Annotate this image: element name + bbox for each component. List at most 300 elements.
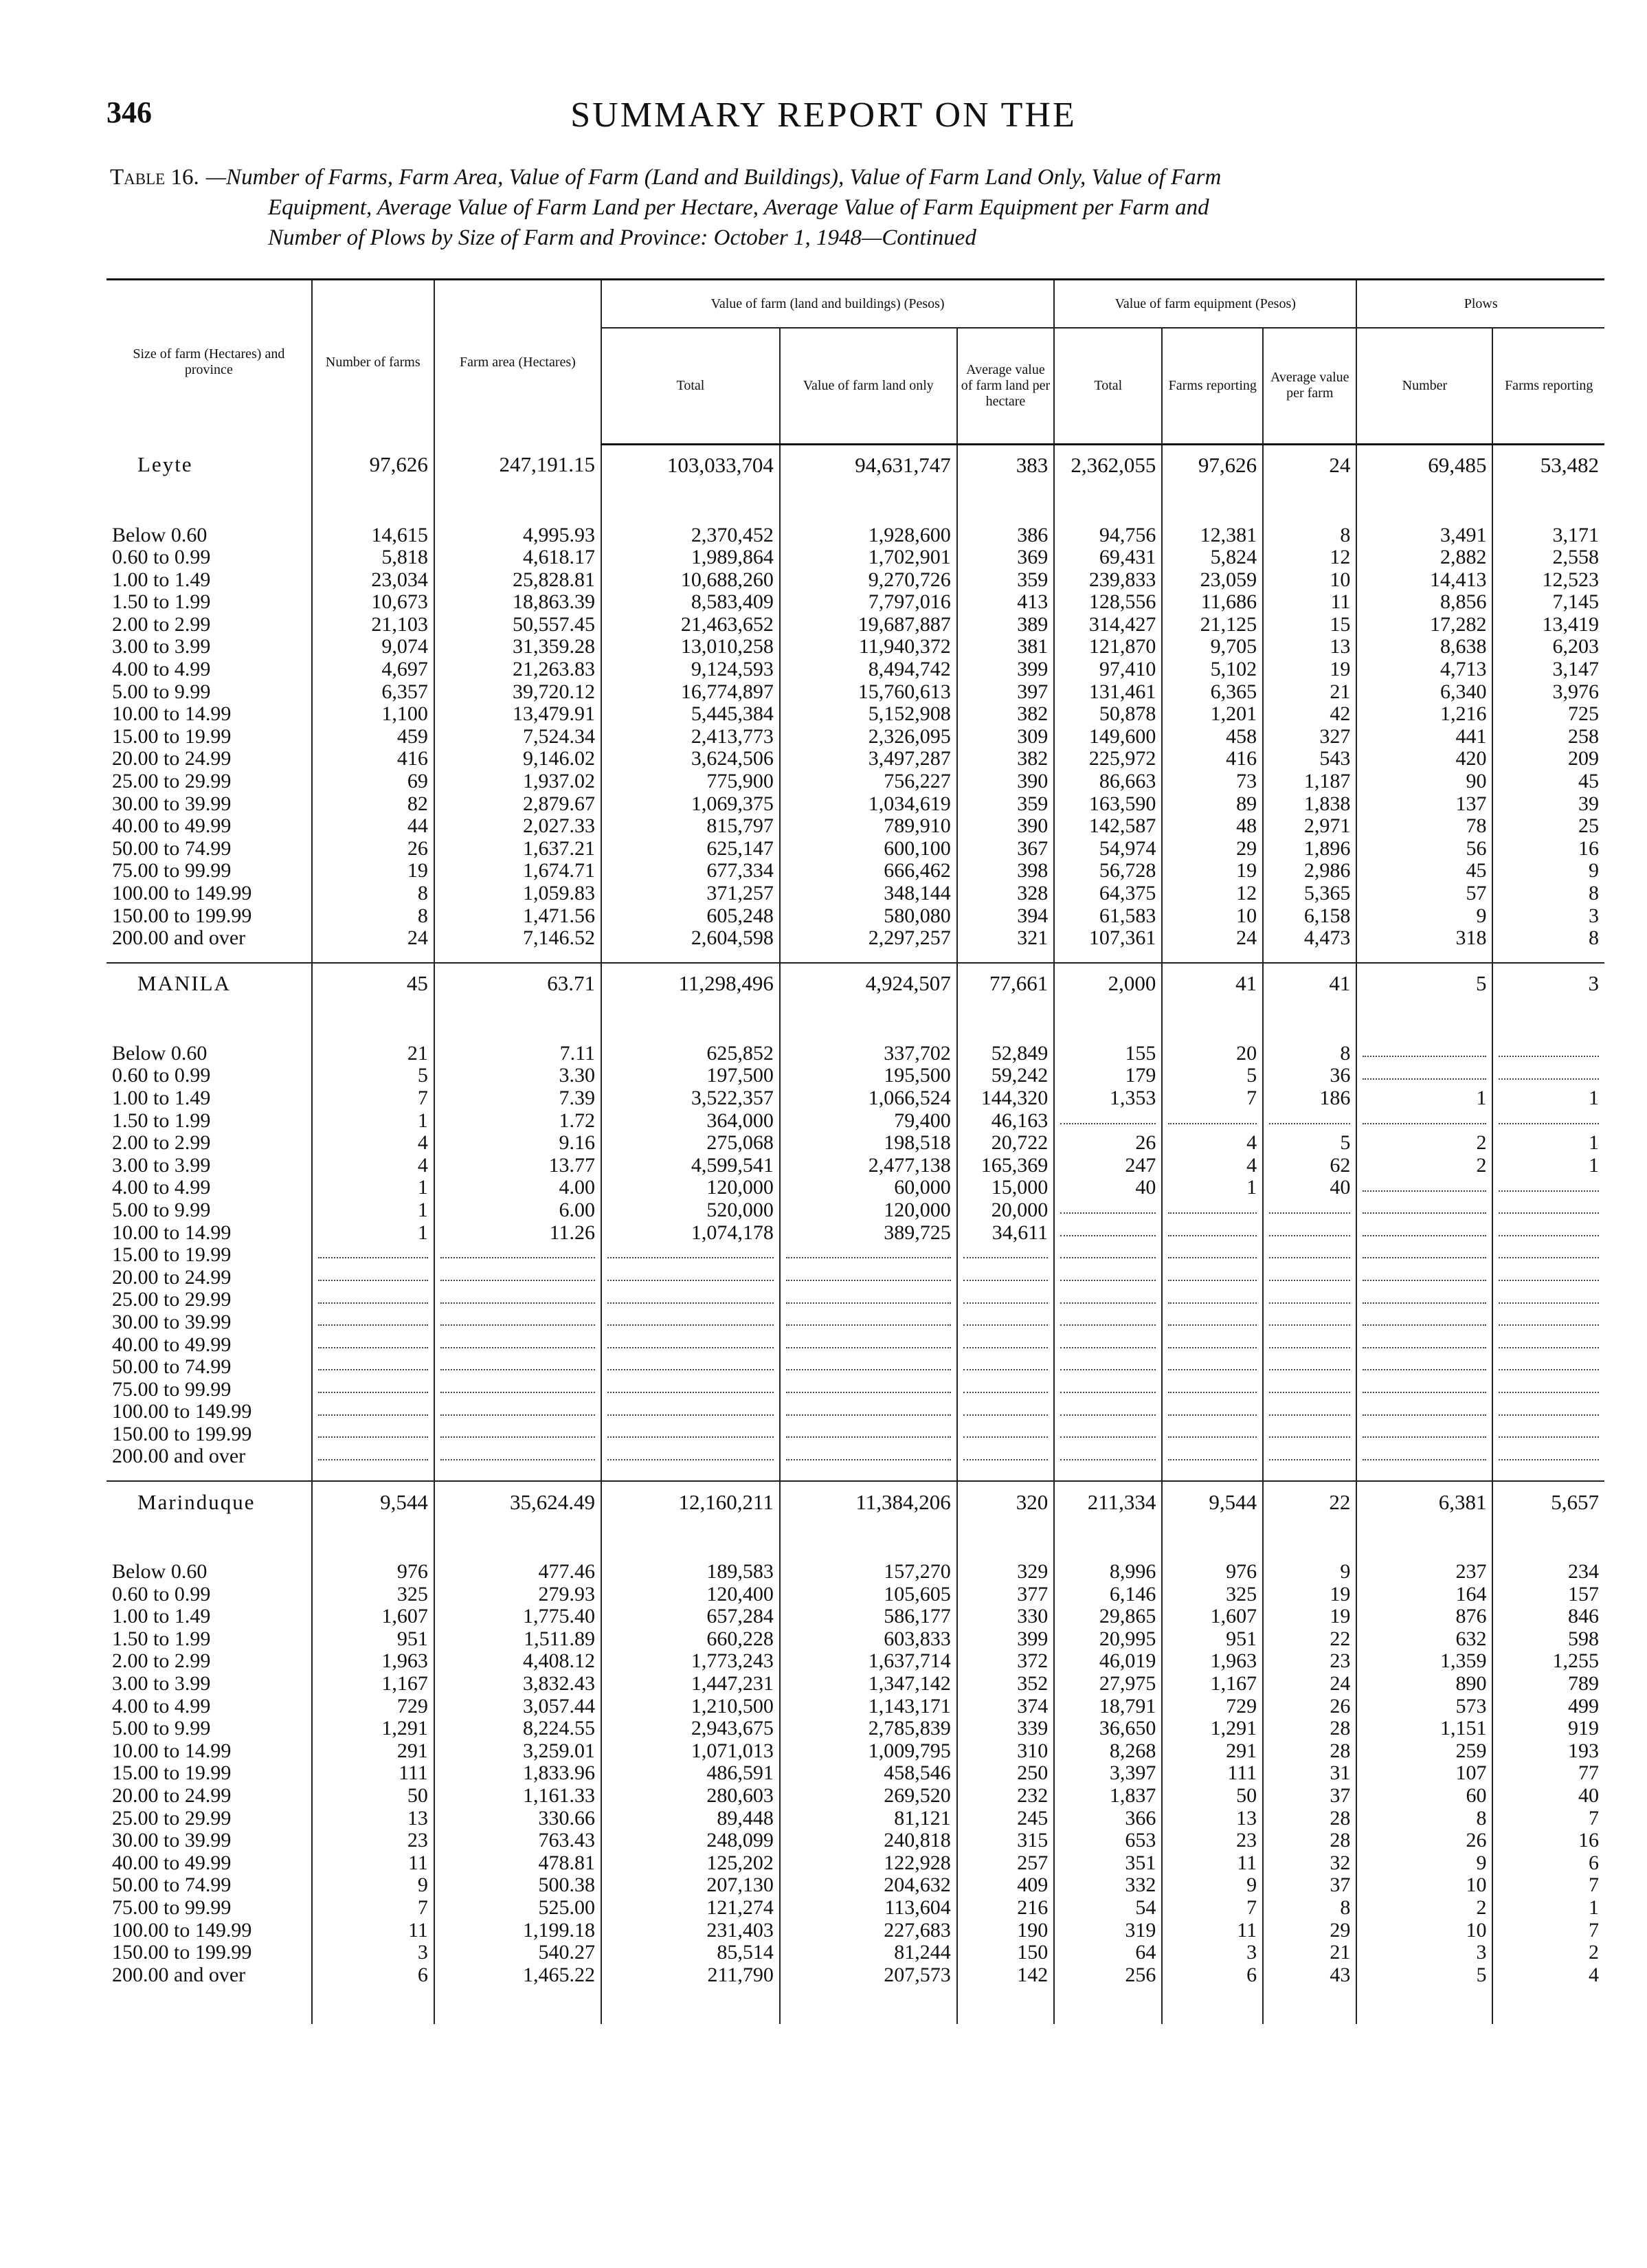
empty-leader: [1499, 1454, 1599, 1460]
total-cell: 45: [312, 963, 434, 1005]
data-cell: [1356, 1311, 1492, 1334]
data-cell: 193: [1492, 1740, 1604, 1763]
data-cell: 386: [957, 524, 1054, 547]
data-cell: 389,725: [780, 1222, 957, 1245]
data-cell: 190: [957, 1920, 1054, 1942]
table-row: [107, 1087, 1604, 1110]
data-cell: 7: [312, 1087, 434, 1110]
data-cell: [1054, 1222, 1162, 1245]
data-cell: [1492, 1334, 1604, 1357]
table-row: [107, 1199, 1604, 1222]
data-cell: 6: [1162, 1964, 1263, 1987]
data-cell: 81,244: [780, 1942, 957, 1964]
data-cell: 121,870: [1054, 636, 1162, 658]
spacer-row: [107, 1523, 1604, 1561]
empty-leader: [1168, 1386, 1257, 1393]
data-cell: 32: [1263, 1852, 1356, 1875]
total-cell: 9,544: [1162, 1481, 1263, 1523]
data-cell: [1356, 1110, 1492, 1133]
data-cell: 142: [957, 1964, 1054, 1987]
size-class-label: 20.00 to 24.99: [112, 1784, 232, 1807]
data-cell: 4: [1492, 1964, 1604, 1987]
data-cell: [1356, 1222, 1492, 1245]
table-row: [107, 748, 1604, 770]
data-cell: 7: [1492, 1874, 1604, 1897]
table-row: [107, 1785, 1604, 1808]
data-cell: 232: [957, 1785, 1054, 1808]
size-class-label: 1.50 to 1.99: [112, 1109, 211, 1132]
data-cell: 7: [1492, 1808, 1604, 1830]
size-class-label: 2.00 to 2.99: [112, 612, 211, 636]
empty-leader: [786, 1364, 951, 1370]
spacer-cell: [1162, 487, 1263, 524]
section-end-row: [107, 1468, 1604, 1481]
empty-leader: [1168, 1409, 1257, 1416]
data-cell: [1356, 1334, 1492, 1357]
data-cell: 29: [1162, 838, 1263, 860]
data-cell: 5,818: [312, 546, 434, 569]
spacer-cell: [1054, 1005, 1162, 1043]
header-equipment-farms: Farms reporting: [1162, 328, 1263, 444]
size-class-label: 1.00 to 1.49: [112, 1086, 211, 1109]
data-cell: 31,359.28: [434, 636, 601, 658]
empty-leader: [1168, 1319, 1257, 1326]
data-cell: [312, 1423, 434, 1446]
data-cell: 603,833: [780, 1628, 957, 1651]
table-row: [107, 770, 1604, 793]
empty-leader: [1168, 1118, 1257, 1124]
table-row: [107, 1717, 1604, 1740]
data-cell: 16: [1492, 838, 1604, 860]
data-cell: [1162, 1110, 1263, 1133]
data-cell: [1054, 1244, 1162, 1267]
data-cell: 677,334: [601, 860, 780, 882]
data-cell: [312, 1267, 434, 1289]
data-cell: [434, 1445, 601, 1468]
spacer-cell: [601, 1005, 780, 1043]
size-class-label: 15.00 to 19.99: [112, 1761, 232, 1785]
spacer-cell: [601, 487, 780, 524]
data-cell: 1,151: [1356, 1717, 1492, 1740]
table-row: [107, 1897, 1604, 1920]
data-cell: 89: [1162, 793, 1263, 816]
data-cell: 1,607: [1162, 1605, 1263, 1628]
empty-leader: [963, 1297, 1048, 1304]
empty-leader: [1363, 1454, 1486, 1460]
data-cell: 332: [1054, 1874, 1162, 1897]
data-cell: 11: [312, 1920, 434, 1942]
header-plows-farms: Farms reporting: [1492, 328, 1604, 444]
empty-leader: [440, 1454, 595, 1460]
data-cell: 231,403: [601, 1920, 780, 1942]
province-total-row: [107, 963, 1604, 1005]
data-cell: 5: [1263, 1132, 1356, 1155]
data-cell: [1356, 1177, 1492, 1199]
data-cell: [1356, 1356, 1492, 1379]
empty-leader: [1060, 1454, 1156, 1460]
data-cell: 459: [312, 726, 434, 748]
data-cell: [601, 1445, 780, 1468]
section-end-cell: [1492, 1468, 1604, 1481]
data-cell: 19: [1263, 1605, 1356, 1628]
data-cell: 85,514: [601, 1942, 780, 1964]
total-cell: 320: [957, 1481, 1054, 1523]
spacer-cell: [312, 1523, 434, 1561]
data-cell: 257: [957, 1852, 1054, 1875]
empty-leader: [1269, 1431, 1350, 1438]
data-cell: 9,074: [312, 636, 434, 658]
size-class-label: 10.00 to 14.99: [112, 1221, 232, 1244]
data-cell: 625,852: [601, 1043, 780, 1065]
data-cell: 14,615: [312, 524, 434, 547]
data-cell: [1356, 1065, 1492, 1087]
data-cell: 121,274: [601, 1897, 780, 1920]
data-cell: 325: [1162, 1583, 1263, 1606]
data-cell: 632: [1356, 1628, 1492, 1651]
data-cell: 890: [1356, 1673, 1492, 1696]
data-cell: 23: [312, 1830, 434, 1852]
data-cell: 46,019: [1054, 1650, 1162, 1673]
size-class-label: 200.00 and over: [112, 926, 246, 950]
total-cell: 5: [1356, 963, 1492, 1005]
table-row: [107, 838, 1604, 860]
data-cell: [312, 1244, 434, 1267]
data-cell: [312, 1379, 434, 1401]
data-cell: 580,080: [780, 905, 957, 928]
section-end-cell: [1263, 1986, 1356, 2024]
table-row: [107, 591, 1604, 614]
table-row: [107, 636, 1604, 658]
data-cell: 394: [957, 905, 1054, 928]
data-cell: [1162, 1222, 1263, 1245]
data-cell: 543: [1263, 748, 1356, 770]
table-row: [107, 1605, 1604, 1628]
data-cell: 9: [1162, 1874, 1263, 1897]
data-cell: 1: [1356, 1087, 1492, 1110]
empty-leader: [1499, 1386, 1599, 1393]
data-cell: 3: [1492, 905, 1604, 928]
empty-leader: [1269, 1207, 1350, 1214]
empty-leader: [1269, 1319, 1350, 1326]
data-cell: 19: [1263, 1583, 1356, 1606]
data-cell: 13,479.91: [434, 703, 601, 726]
data-cell: 441: [1356, 726, 1492, 748]
data-cell: 1,187: [1263, 770, 1356, 793]
data-cell: 2: [1356, 1132, 1492, 1155]
data-cell: 1,291: [312, 1717, 434, 1740]
spacer-row: [107, 1005, 1604, 1043]
data-cell: 1: [312, 1177, 434, 1199]
data-cell: 234: [1492, 1561, 1604, 1583]
data-cell: [1492, 1311, 1604, 1334]
data-cell: 23: [1162, 1830, 1263, 1852]
data-cell: 377: [957, 1583, 1054, 1606]
empty-leader: [607, 1409, 774, 1416]
data-cell: 339: [957, 1717, 1054, 1740]
data-cell: 951: [312, 1628, 434, 1651]
data-cell: 250: [957, 1762, 1054, 1785]
data-cell: 7: [1162, 1897, 1263, 1920]
data-cell: 179: [1054, 1065, 1162, 1087]
data-cell: [1492, 1356, 1604, 1379]
total-cell: 9,544: [312, 1481, 434, 1523]
data-cell: 330.66: [434, 1808, 601, 1830]
data-cell: 20,000: [957, 1199, 1054, 1222]
data-cell: 280,603: [601, 1785, 780, 1808]
empty-leader: [440, 1297, 595, 1304]
data-cell: [1054, 1356, 1162, 1379]
spacer-cell: [107, 487, 312, 524]
data-cell: [1263, 1199, 1356, 1222]
data-cell: 657,284: [601, 1605, 780, 1628]
data-cell: 2,882: [1356, 546, 1492, 569]
data-cell: 5,152,908: [780, 703, 957, 726]
total-cell: 383: [957, 444, 1054, 487]
data-cell: [957, 1334, 1054, 1357]
data-cell: 111: [312, 1762, 434, 1785]
data-cell: [1263, 1379, 1356, 1401]
data-cell: 24: [1263, 1673, 1356, 1696]
data-cell: 1,201: [1162, 703, 1263, 726]
data-cell: [1054, 1267, 1162, 1289]
empty-leader: [1060, 1431, 1156, 1438]
empty-leader: [1363, 1252, 1486, 1258]
header-value-land: Value of farm land only: [780, 328, 957, 444]
data-cell: 1,069,375: [601, 793, 780, 816]
section-end-cell: [780, 1986, 957, 2024]
total-cell: 24: [1263, 444, 1356, 487]
table-row: [107, 1561, 1604, 1583]
spacer-cell: [957, 487, 1054, 524]
data-cell: 240,818: [780, 1830, 957, 1852]
data-cell: 16: [1492, 1830, 1604, 1852]
data-cell: 6.00: [434, 1199, 601, 1222]
data-cell: [1054, 1334, 1162, 1357]
data-cell: [1492, 1222, 1604, 1245]
table-row: [107, 1222, 1604, 1245]
data-cell: [434, 1289, 601, 1311]
data-cell: 876: [1356, 1605, 1492, 1628]
data-cell: 6,365: [1162, 681, 1263, 704]
table-row: [107, 726, 1604, 748]
data-cell: 13: [1162, 1808, 1263, 1830]
data-cell: 22: [1263, 1628, 1356, 1651]
data-cell: [957, 1401, 1054, 1423]
data-cell: 8: [1263, 1043, 1356, 1065]
empty-leader: [1168, 1297, 1257, 1304]
empty-leader: [1499, 1319, 1599, 1326]
data-cell: [1162, 1445, 1263, 1468]
empty-leader: [1499, 1230, 1599, 1236]
size-class-label: 10.00 to 14.99: [112, 1739, 232, 1762]
data-cell: 4,408.12: [434, 1650, 601, 1673]
data-cell: 3: [312, 1942, 434, 1964]
data-cell: 10,673: [312, 591, 434, 614]
data-cell: [1356, 1199, 1492, 1222]
data-cell: 61,583: [1054, 905, 1162, 928]
total-cell: 2,000: [1054, 963, 1162, 1005]
data-cell: 28: [1263, 1717, 1356, 1740]
data-cell: 625,147: [601, 838, 780, 860]
table-row: [107, 1696, 1604, 1718]
empty-leader: [1363, 1319, 1486, 1326]
data-cell: 2,785,839: [780, 1717, 957, 1740]
size-class-label: 40.00 to 49.99: [112, 1333, 232, 1356]
data-cell: [434, 1244, 601, 1267]
data-cell: 729: [1162, 1696, 1263, 1718]
table-row: [107, 905, 1604, 928]
data-cell: [1492, 1289, 1604, 1311]
data-cell: 1,896: [1263, 838, 1356, 860]
section-end-cell: [957, 1986, 1054, 2024]
data-cell: 1,937.02: [434, 770, 601, 793]
data-cell: 6,357: [312, 681, 434, 704]
data-cell: [780, 1289, 957, 1311]
table-row: [107, 703, 1604, 726]
spacer-cell: [1492, 1523, 1604, 1561]
data-cell: 62: [1263, 1155, 1356, 1177]
data-cell: 11,686: [1162, 591, 1263, 614]
data-cell: 309: [957, 726, 1054, 748]
empty-leader: [1499, 1185, 1599, 1192]
empty-leader: [1499, 1050, 1599, 1057]
empty-leader: [607, 1342, 774, 1348]
empty-leader: [1168, 1207, 1257, 1214]
caption-label: Table 16.: [110, 165, 199, 190]
data-cell: 81,121: [780, 1808, 957, 1830]
data-cell: 382: [957, 703, 1054, 726]
data-cell: 1: [312, 1199, 434, 1222]
empty-leader: [1499, 1252, 1599, 1258]
data-cell: 6,146: [1054, 1583, 1162, 1606]
data-cell: 239,833: [1054, 569, 1162, 592]
data-cell: 7.11: [434, 1043, 601, 1065]
size-class-label: 25.00 to 29.99: [112, 770, 232, 793]
data-cell: 7: [312, 1897, 434, 1920]
data-cell: [601, 1423, 780, 1446]
header-size: Size of farm (Hectares) and province: [107, 280, 312, 445]
data-cell: 163,590: [1054, 793, 1162, 816]
data-cell: [957, 1244, 1054, 1267]
data-cell: 7,524.34: [434, 726, 601, 748]
data-cell: 976: [312, 1561, 434, 1583]
data-cell: 19,687,887: [780, 614, 957, 636]
data-cell: 1,100: [312, 703, 434, 726]
data-cell: 1: [312, 1222, 434, 1245]
header-plows-group: Plows: [1356, 280, 1604, 329]
table-row: [107, 927, 1604, 950]
data-cell: 1: [1492, 1132, 1604, 1155]
table-row: [107, 1942, 1604, 1964]
data-cell: 9,124,593: [601, 658, 780, 681]
size-class-label: 3.00 to 3.99: [112, 1672, 211, 1696]
data-cell: 5: [312, 1065, 434, 1087]
data-cell: 413: [957, 591, 1054, 614]
spacer-cell: [780, 1005, 957, 1043]
empty-leader: [1499, 1364, 1599, 1370]
empty-leader: [1269, 1342, 1350, 1348]
spacer-cell: [434, 487, 601, 524]
data-cell: [1356, 1267, 1492, 1289]
size-class-label: 50.00 to 74.99: [112, 1355, 232, 1379]
data-cell: 9,270,726: [780, 569, 957, 592]
data-cell: 1,359: [1356, 1650, 1492, 1673]
data-cell: 26: [1054, 1132, 1162, 1155]
size-class-label: Below 0.60: [112, 1041, 208, 1065]
data-cell: 1: [1492, 1087, 1604, 1110]
data-cell: 157,270: [780, 1561, 957, 1583]
data-cell: 164: [1356, 1583, 1492, 1606]
data-cell: 3,624,506: [601, 748, 780, 770]
table-row: [107, 1155, 1604, 1177]
section-end-cell: [107, 950, 312, 963]
spacer-cell: [957, 1523, 1054, 1561]
data-cell: [434, 1423, 601, 1446]
data-cell: 4,618.17: [434, 546, 601, 569]
data-cell: 398: [957, 860, 1054, 882]
empty-leader: [1499, 1073, 1599, 1080]
data-cell: 9: [1356, 905, 1492, 928]
data-cell: 789: [1492, 1673, 1604, 1696]
table-row: [107, 1423, 1604, 1446]
section-end-cell: [107, 1468, 312, 1481]
empty-leader: [607, 1364, 774, 1370]
section-end-cell: [780, 1468, 957, 1481]
data-cell: 90: [1356, 770, 1492, 793]
data-cell: 94,756: [1054, 524, 1162, 547]
empty-leader: [1168, 1342, 1257, 1348]
spacer-cell: [107, 1005, 312, 1043]
table-row: [107, 1132, 1604, 1155]
total-cell: 211,334: [1054, 1481, 1162, 1523]
data-cell: 3,497,287: [780, 748, 957, 770]
data-cell: 23,059: [1162, 569, 1263, 592]
empty-leader: [963, 1364, 1048, 1370]
table-row: [107, 1852, 1604, 1875]
table-row: [107, 1043, 1604, 1065]
table-row: [107, 1356, 1604, 1379]
data-cell: 789,910: [780, 815, 957, 838]
data-cell: 9: [1263, 1561, 1356, 1583]
data-cell: [1263, 1445, 1356, 1468]
data-cell: 586,177: [780, 1605, 957, 1628]
data-cell: 20,995: [1054, 1628, 1162, 1651]
size-class-label: Below 0.60: [112, 523, 208, 546]
data-cell: 60,000: [780, 1177, 957, 1199]
data-cell: 8,856: [1356, 591, 1492, 614]
data-cell: [1054, 1445, 1162, 1468]
data-cell: 40: [1054, 1177, 1162, 1199]
data-cell: [1492, 1244, 1604, 1267]
data-cell: 1,674.71: [434, 860, 601, 882]
table-row: [107, 1379, 1604, 1401]
data-cell: [1263, 1356, 1356, 1379]
size-class-label: 1.00 to 1.49: [112, 1605, 211, 1628]
data-cell: [1162, 1199, 1263, 1222]
data-cell: 120,000: [780, 1199, 957, 1222]
data-cell: 142,587: [1054, 815, 1162, 838]
empty-leader: [1269, 1230, 1350, 1236]
empty-leader: [1269, 1118, 1350, 1124]
data-cell: 16,774,897: [601, 681, 780, 704]
data-cell: 8: [312, 882, 434, 905]
data-cell: 40: [1492, 1785, 1604, 1808]
data-cell: [1263, 1423, 1356, 1446]
data-cell: 144,320: [957, 1087, 1054, 1110]
data-cell: 486,591: [601, 1762, 780, 1785]
data-cell: 3,976: [1492, 681, 1604, 704]
empty-leader: [786, 1409, 951, 1416]
